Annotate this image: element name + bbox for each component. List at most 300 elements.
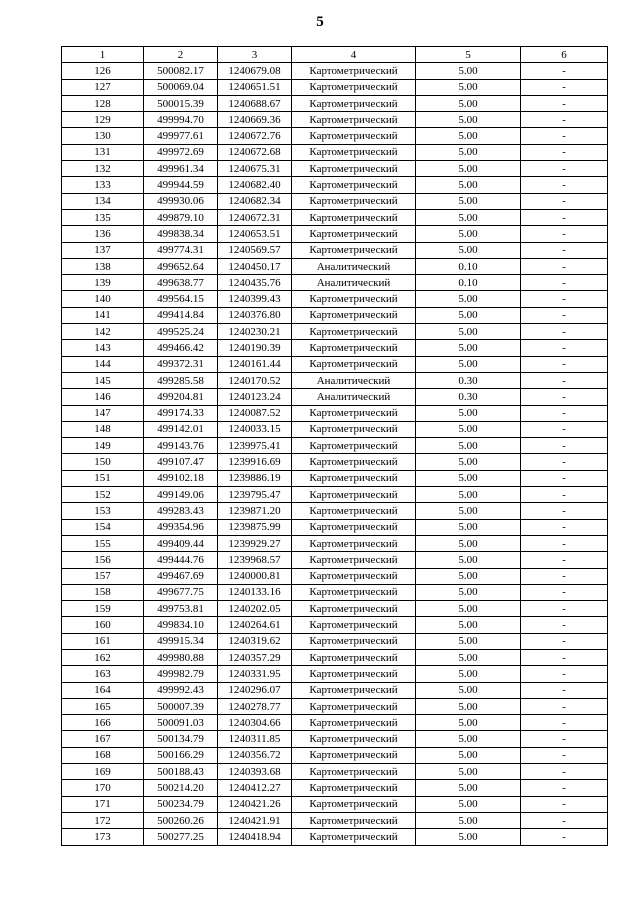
- note-cell: -: [521, 209, 608, 225]
- note-cell: -: [521, 454, 608, 470]
- x-coordinate-cell: 499774.31: [144, 242, 218, 258]
- point-number-cell: 142: [62, 324, 144, 340]
- note-cell: -: [521, 487, 608, 503]
- table-header: [62, 47, 608, 63]
- table-row: [62, 487, 608, 503]
- accuracy-cell: 5.00: [416, 796, 521, 812]
- x-coordinate-cell: 500260.26: [144, 812, 218, 828]
- accuracy-cell: 5.00: [416, 812, 521, 828]
- table-body: [62, 63, 608, 845]
- method-cell: Картометрический: [292, 405, 416, 421]
- x-coordinate-cell: 499285.58: [144, 372, 218, 388]
- point-number-cell: 145: [62, 372, 144, 388]
- point-number-cell: 163: [62, 666, 144, 682]
- method-cell: Картометрический: [292, 438, 416, 454]
- y-coordinate-cell: 1240278.77: [218, 698, 292, 714]
- accuracy-cell: 5.00: [416, 95, 521, 111]
- note-cell: -: [521, 291, 608, 307]
- table-row: [62, 649, 608, 665]
- y-coordinate-cell: 1240421.26: [218, 796, 292, 812]
- point-number-cell: 157: [62, 568, 144, 584]
- accuracy-cell: 0.10: [416, 275, 521, 291]
- y-coordinate-cell: 1240033.15: [218, 421, 292, 437]
- point-number-cell: 162: [62, 649, 144, 665]
- accuracy-cell: 5.00: [416, 780, 521, 796]
- table-row: [62, 389, 608, 405]
- y-coordinate-cell: 1240450.17: [218, 258, 292, 274]
- y-coordinate-cell: 1239916.69: [218, 454, 292, 470]
- point-number-cell: 167: [62, 731, 144, 747]
- y-coordinate-cell: 1240653.51: [218, 226, 292, 242]
- y-coordinate-cell: 1240087.52: [218, 405, 292, 421]
- table-row: [62, 715, 608, 731]
- x-coordinate-cell: 499834.10: [144, 617, 218, 633]
- method-cell: Картометрический: [292, 112, 416, 128]
- header-row: [62, 47, 608, 63]
- point-number-cell: 158: [62, 584, 144, 600]
- x-coordinate-cell: 499143.76: [144, 438, 218, 454]
- y-coordinate-cell: 1240672.76: [218, 128, 292, 144]
- table-row: [62, 617, 608, 633]
- x-coordinate-cell: 500214.20: [144, 780, 218, 796]
- accuracy-cell: 5.00: [416, 666, 521, 682]
- point-number-cell: 129: [62, 112, 144, 128]
- method-cell: Картометрический: [292, 503, 416, 519]
- y-coordinate-cell: 1240161.44: [218, 356, 292, 372]
- table-row: [62, 226, 608, 242]
- point-number-cell: 173: [62, 829, 144, 845]
- note-cell: -: [521, 193, 608, 209]
- y-coordinate-cell: 1240264.61: [218, 617, 292, 633]
- point-number-cell: 159: [62, 601, 144, 617]
- table-row: [62, 438, 608, 454]
- note-cell: -: [521, 161, 608, 177]
- note-cell: -: [521, 63, 608, 79]
- table-row: [62, 503, 608, 519]
- note-cell: -: [521, 177, 608, 193]
- accuracy-cell: 5.00: [416, 291, 521, 307]
- x-coordinate-cell: 499525.24: [144, 324, 218, 340]
- method-cell: Картометрический: [292, 698, 416, 714]
- note-cell: -: [521, 340, 608, 356]
- note-cell: -: [521, 601, 608, 617]
- accuracy-cell: 5.00: [416, 405, 521, 421]
- x-coordinate-cell: 499174.33: [144, 405, 218, 421]
- y-coordinate-cell: 1240393.68: [218, 764, 292, 780]
- note-cell: -: [521, 372, 608, 388]
- method-cell: Картометрический: [292, 79, 416, 95]
- x-coordinate-cell: 499638.77: [144, 275, 218, 291]
- x-coordinate-cell: 499409.44: [144, 535, 218, 551]
- table-row: [62, 764, 608, 780]
- method-cell: Картометрический: [292, 291, 416, 307]
- note-cell: -: [521, 617, 608, 633]
- accuracy-cell: 5.00: [416, 682, 521, 698]
- y-coordinate-cell: 1239875.99: [218, 519, 292, 535]
- accuracy-cell: 5.00: [416, 226, 521, 242]
- method-cell: Картометрический: [292, 601, 416, 617]
- y-coordinate-cell: 1240357.29: [218, 649, 292, 665]
- note-cell: -: [521, 829, 608, 845]
- y-coordinate-cell: 1240311.85: [218, 731, 292, 747]
- note-cell: -: [521, 226, 608, 242]
- x-coordinate-cell: 499414.84: [144, 307, 218, 323]
- table-row: [62, 242, 608, 258]
- y-coordinate-cell: 1240000.81: [218, 568, 292, 584]
- method-cell: Картометрический: [292, 226, 416, 242]
- method-cell: Картометрический: [292, 161, 416, 177]
- x-coordinate-cell: 499467.69: [144, 568, 218, 584]
- note-cell: -: [521, 470, 608, 486]
- x-coordinate-cell: 499142.01: [144, 421, 218, 437]
- method-cell: Картометрический: [292, 568, 416, 584]
- accuracy-cell: 5.00: [416, 324, 521, 340]
- table-row: [62, 128, 608, 144]
- table-row: [62, 291, 608, 307]
- accuracy-cell: 5.00: [416, 177, 521, 193]
- accuracy-cell: 5.00: [416, 161, 521, 177]
- note-cell: -: [521, 144, 608, 160]
- note-cell: -: [521, 389, 608, 405]
- x-coordinate-cell: 499204.81: [144, 389, 218, 405]
- x-coordinate-cell: 499915.34: [144, 633, 218, 649]
- point-number-cell: 131: [62, 144, 144, 160]
- y-coordinate-cell: 1240319.62: [218, 633, 292, 649]
- table-row: [62, 63, 608, 79]
- note-cell: -: [521, 812, 608, 828]
- x-coordinate-cell: 499980.88: [144, 649, 218, 665]
- table-row: [62, 258, 608, 274]
- table-row: [62, 601, 608, 617]
- x-coordinate-cell: 499982.79: [144, 666, 218, 682]
- accuracy-cell: 5.00: [416, 731, 521, 747]
- x-coordinate-cell: 499961.34: [144, 161, 218, 177]
- x-coordinate-cell: 499677.75: [144, 584, 218, 600]
- note-cell: -: [521, 747, 608, 763]
- accuracy-cell: 5.00: [416, 242, 521, 258]
- y-coordinate-cell: 1240123.24: [218, 389, 292, 405]
- point-number-cell: 146: [62, 389, 144, 405]
- x-coordinate-cell: 499994.70: [144, 112, 218, 128]
- point-number-cell: 150: [62, 454, 144, 470]
- note-cell: -: [521, 764, 608, 780]
- accuracy-cell: 5.00: [416, 454, 521, 470]
- table-row: [62, 177, 608, 193]
- point-number-cell: 141: [62, 307, 144, 323]
- table-row: [62, 535, 608, 551]
- y-coordinate-cell: 1239975.41: [218, 438, 292, 454]
- y-coordinate-cell: 1240418.94: [218, 829, 292, 845]
- y-coordinate-cell: 1240688.67: [218, 95, 292, 111]
- x-coordinate-cell: 499652.64: [144, 258, 218, 274]
- note-cell: -: [521, 552, 608, 568]
- accuracy-cell: 5.00: [416, 584, 521, 600]
- method-cell: Картометрический: [292, 764, 416, 780]
- table-row: [62, 780, 608, 796]
- note-cell: -: [521, 258, 608, 274]
- table-row: [62, 193, 608, 209]
- table-row: [62, 275, 608, 291]
- table-row: [62, 682, 608, 698]
- y-coordinate-cell: 1240435.76: [218, 275, 292, 291]
- point-number-cell: 156: [62, 552, 144, 568]
- column-header-3: 3: [218, 47, 292, 63]
- accuracy-cell: 0.30: [416, 372, 521, 388]
- note-cell: -: [521, 649, 608, 665]
- accuracy-cell: 5.00: [416, 209, 521, 225]
- x-coordinate-cell: 499753.81: [144, 601, 218, 617]
- point-number-cell: 138: [62, 258, 144, 274]
- y-coordinate-cell: 1239886.19: [218, 470, 292, 486]
- x-coordinate-cell: 499444.76: [144, 552, 218, 568]
- table-row: [62, 161, 608, 177]
- accuracy-cell: 5.00: [416, 747, 521, 763]
- y-coordinate-cell: 1240202.05: [218, 601, 292, 617]
- x-coordinate-cell: 499879.10: [144, 209, 218, 225]
- note-cell: -: [521, 715, 608, 731]
- point-number-cell: 161: [62, 633, 144, 649]
- note-cell: -: [521, 112, 608, 128]
- method-cell: Картометрический: [292, 324, 416, 340]
- point-number-cell: 126: [62, 63, 144, 79]
- x-coordinate-cell: 500277.25: [144, 829, 218, 845]
- table-row: [62, 470, 608, 486]
- accuracy-cell: 5.00: [416, 829, 521, 845]
- accuracy-cell: 0.30: [416, 389, 521, 405]
- method-cell: Картометрический: [292, 633, 416, 649]
- note-cell: -: [521, 796, 608, 812]
- point-number-cell: 147: [62, 405, 144, 421]
- x-coordinate-cell: 499149.06: [144, 487, 218, 503]
- x-coordinate-cell: 500188.43: [144, 764, 218, 780]
- accuracy-cell: 5.00: [416, 112, 521, 128]
- point-number-cell: 153: [62, 503, 144, 519]
- method-cell: Картометрический: [292, 356, 416, 372]
- accuracy-cell: 5.00: [416, 698, 521, 714]
- note-cell: -: [521, 698, 608, 714]
- method-cell: Картометрический: [292, 454, 416, 470]
- method-cell: Картометрический: [292, 242, 416, 258]
- accuracy-cell: 5.00: [416, 421, 521, 437]
- method-cell: Аналитический: [292, 372, 416, 388]
- x-coordinate-cell: 499283.43: [144, 503, 218, 519]
- method-cell: Картометрический: [292, 666, 416, 682]
- accuracy-cell: 5.00: [416, 568, 521, 584]
- point-number-cell: 136: [62, 226, 144, 242]
- table-row: [62, 698, 608, 714]
- point-number-cell: 130: [62, 128, 144, 144]
- point-number-cell: 172: [62, 812, 144, 828]
- y-coordinate-cell: 1240133.16: [218, 584, 292, 600]
- method-cell: Картометрический: [292, 128, 416, 144]
- point-number-cell: 160: [62, 617, 144, 633]
- table-row: [62, 666, 608, 682]
- table-row: [62, 731, 608, 747]
- note-cell: -: [521, 731, 608, 747]
- x-coordinate-cell: 500234.79: [144, 796, 218, 812]
- coordinates-table: [61, 46, 608, 846]
- y-coordinate-cell: 1240569.57: [218, 242, 292, 258]
- method-cell: Аналитический: [292, 275, 416, 291]
- x-coordinate-cell: 499944.59: [144, 177, 218, 193]
- table-row: [62, 812, 608, 828]
- point-number-cell: 135: [62, 209, 144, 225]
- point-number-cell: 134: [62, 193, 144, 209]
- accuracy-cell: 5.00: [416, 340, 521, 356]
- table-row: [62, 324, 608, 340]
- method-cell: Картометрический: [292, 519, 416, 535]
- point-number-cell: 168: [62, 747, 144, 763]
- accuracy-cell: 5.00: [416, 535, 521, 551]
- note-cell: -: [521, 421, 608, 437]
- note-cell: -: [521, 128, 608, 144]
- note-cell: -: [521, 307, 608, 323]
- y-coordinate-cell: 1240412.27: [218, 780, 292, 796]
- accuracy-cell: 5.00: [416, 649, 521, 665]
- table-row: [62, 144, 608, 160]
- point-number-cell: 171: [62, 796, 144, 812]
- accuracy-cell: 5.00: [416, 503, 521, 519]
- note-cell: -: [521, 780, 608, 796]
- note-cell: -: [521, 503, 608, 519]
- y-coordinate-cell: 1240672.68: [218, 144, 292, 160]
- y-coordinate-cell: 1240190.39: [218, 340, 292, 356]
- x-coordinate-cell: 499564.15: [144, 291, 218, 307]
- method-cell: Аналитический: [292, 389, 416, 405]
- table-row: [62, 454, 608, 470]
- column-header-1: 1: [62, 47, 144, 63]
- accuracy-cell: 5.00: [416, 307, 521, 323]
- y-coordinate-cell: 1240682.40: [218, 177, 292, 193]
- x-coordinate-cell: 499972.69: [144, 144, 218, 160]
- method-cell: Картометрический: [292, 649, 416, 665]
- accuracy-cell: 0.10: [416, 258, 521, 274]
- method-cell: Картометрический: [292, 63, 416, 79]
- method-cell: Картометрический: [292, 193, 416, 209]
- table-row: [62, 79, 608, 95]
- point-number-cell: 137: [62, 242, 144, 258]
- y-coordinate-cell: 1240230.21: [218, 324, 292, 340]
- x-coordinate-cell: 500134.79: [144, 731, 218, 747]
- table-row: [62, 568, 608, 584]
- column-header-6: 6: [521, 47, 608, 63]
- method-cell: Картометрический: [292, 177, 416, 193]
- y-coordinate-cell: 1240675.31: [218, 161, 292, 177]
- x-coordinate-cell: 499930.06: [144, 193, 218, 209]
- method-cell: Картометрический: [292, 535, 416, 551]
- method-cell: Аналитический: [292, 258, 416, 274]
- y-coordinate-cell: 1240672.31: [218, 209, 292, 225]
- x-coordinate-cell: 499102.18: [144, 470, 218, 486]
- point-number-cell: 154: [62, 519, 144, 535]
- y-coordinate-cell: 1240421.91: [218, 812, 292, 828]
- accuracy-cell: 5.00: [416, 552, 521, 568]
- point-number-cell: 149: [62, 438, 144, 454]
- point-number-cell: 165: [62, 698, 144, 714]
- x-coordinate-cell: 499107.47: [144, 454, 218, 470]
- x-coordinate-cell: 499977.61: [144, 128, 218, 144]
- point-number-cell: 139: [62, 275, 144, 291]
- table-row: [62, 796, 608, 812]
- point-number-cell: 143: [62, 340, 144, 356]
- note-cell: -: [521, 666, 608, 682]
- accuracy-cell: 5.00: [416, 715, 521, 731]
- accuracy-cell: 5.00: [416, 601, 521, 617]
- note-cell: -: [521, 535, 608, 551]
- table-row: [62, 519, 608, 535]
- table-row: [62, 307, 608, 323]
- method-cell: Картометрический: [292, 95, 416, 111]
- y-coordinate-cell: 1240669.36: [218, 112, 292, 128]
- table-row: [62, 633, 608, 649]
- x-coordinate-cell: 499992.43: [144, 682, 218, 698]
- point-number-cell: 128: [62, 95, 144, 111]
- point-number-cell: 133: [62, 177, 144, 193]
- column-header-5: 5: [416, 47, 521, 63]
- point-number-cell: 155: [62, 535, 144, 551]
- note-cell: -: [521, 242, 608, 258]
- accuracy-cell: 5.00: [416, 193, 521, 209]
- point-number-cell: 140: [62, 291, 144, 307]
- point-number-cell: 148: [62, 421, 144, 437]
- table-row: [62, 372, 608, 388]
- note-cell: -: [521, 324, 608, 340]
- y-coordinate-cell: 1240356.72: [218, 747, 292, 763]
- method-cell: Картометрический: [292, 682, 416, 698]
- note-cell: -: [521, 568, 608, 584]
- method-cell: Картометрический: [292, 780, 416, 796]
- y-coordinate-cell: 1240682.34: [218, 193, 292, 209]
- x-coordinate-cell: 499354.96: [144, 519, 218, 535]
- method-cell: Картометрический: [292, 552, 416, 568]
- y-coordinate-cell: 1240296.07: [218, 682, 292, 698]
- note-cell: -: [521, 584, 608, 600]
- x-coordinate-cell: 500015.39: [144, 95, 218, 111]
- method-cell: Картометрический: [292, 747, 416, 763]
- accuracy-cell: 5.00: [416, 519, 521, 535]
- method-cell: Картометрический: [292, 584, 416, 600]
- method-cell: Картометрический: [292, 340, 416, 356]
- note-cell: -: [521, 438, 608, 454]
- table-row: [62, 356, 608, 372]
- column-header-4: 4: [292, 47, 416, 63]
- x-coordinate-cell: 499838.34: [144, 226, 218, 242]
- y-coordinate-cell: 1240376.80: [218, 307, 292, 323]
- method-cell: Картометрический: [292, 796, 416, 812]
- table-row: [62, 405, 608, 421]
- table-row: [62, 552, 608, 568]
- accuracy-cell: 5.00: [416, 438, 521, 454]
- accuracy-cell: 5.00: [416, 470, 521, 486]
- y-coordinate-cell: 1240679.08: [218, 63, 292, 79]
- x-coordinate-cell: 500091.03: [144, 715, 218, 731]
- y-coordinate-cell: 1240331.95: [218, 666, 292, 682]
- method-cell: Картометрический: [292, 812, 416, 828]
- method-cell: Картометрический: [292, 307, 416, 323]
- method-cell: Картометрический: [292, 617, 416, 633]
- table-row: [62, 209, 608, 225]
- point-number-cell: 144: [62, 356, 144, 372]
- point-number-cell: 170: [62, 780, 144, 796]
- x-coordinate-cell: 500166.29: [144, 747, 218, 763]
- table-row: [62, 112, 608, 128]
- method-cell: Картометрический: [292, 421, 416, 437]
- page-number: 5: [316, 14, 324, 30]
- y-coordinate-cell: 1240304.66: [218, 715, 292, 731]
- note-cell: -: [521, 633, 608, 649]
- table-row: [62, 829, 608, 845]
- x-coordinate-cell: 499372.31: [144, 356, 218, 372]
